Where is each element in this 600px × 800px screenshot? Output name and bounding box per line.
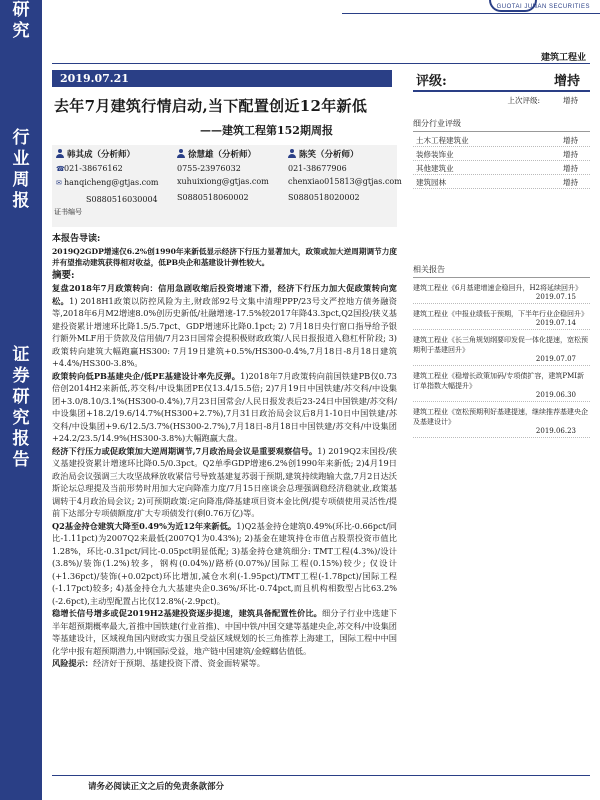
related-report-link[interactable]: 建筑工程业《中报业绩低于预期，下半年行业企稳回升》 <box>413 310 588 318</box>
summary-paragraph: Q2基金持仓建筑大降至0.49%为近12年来新低。1)Q2基金持仓建筑0.49%(环比-0.66pct/同比-1.11pct)为2007Q2来最低(2007Q1为0.43%); 2)基金在建筑持仓市值占股票投资市值比1.28%，环比-0.31pct/同比-0.05pct明显低配; 3)基金持仓建筑细分: TMT工程(4.3%)/设计(3.8%)/装饰(1.2%)较多，钢构(0.04%)/路桥(0.07%)/国际工程(0.15%)较少; 仅设计(+1.36pct)/装饰(+0.02pct)环比增加,减仓水利(-1.95pct)/TMT工程(-1.78pct)/国际工程(-1.17pct)较多; 4)基金持仓九大基建央企0.36%/环比-0.74pct,而且机构相数型占比63.2%(-2.6pct),主动型配置占比仅12.8%(-2.9pct)。 <box>52 520 397 606</box>
author-card <box>56 149 159 206</box>
prev-rating-label: 上次评级: <box>507 96 540 105</box>
person-icon <box>177 149 185 158</box>
author-name: 陈笑（分析师） <box>299 150 359 160</box>
list-item: 其他建筑业 增持 <box>413 161 590 175</box>
sidebar-label-weekly: 行 业 周 报 <box>12 128 30 211</box>
report-title: 去年7月建筑行情启动,当下配置创近12年新低 <box>54 97 368 115</box>
author-email[interactable]: chenxiao015813@gtjas.com <box>288 177 402 186</box>
sidebar-label-securities-report: 证 券 研 究 报 告 <box>12 345 30 470</box>
industry-label: 建筑工程业 <box>540 53 586 63</box>
related-report-date: 2019.07.14 <box>413 319 590 330</box>
left-sidebar <box>0 0 42 800</box>
intro-heading: 本报告导读: <box>52 234 101 244</box>
related-report-link[interactable]: 建筑工程业《稳增长政策加码/专项债扩容，建筑PMI新订单指数大幅提升》 <box>413 372 585 390</box>
report-abstract <box>52 232 397 670</box>
top-divider <box>52 63 590 64</box>
rating-label: 评级: <box>416 74 447 89</box>
sidebar-label-research: 研 究 <box>12 0 30 41</box>
header-line <box>342 13 600 14</box>
summary-heading: 摘要: <box>52 269 75 281</box>
sub-ratings-heading: 细分行业评级 <box>413 118 590 132</box>
related-report-date: 2019.06.30 <box>413 391 590 402</box>
author-name: 韩其成（分析师） <box>67 150 136 160</box>
footer-divider <box>52 775 590 776</box>
report-date: 2019.07.21 <box>52 70 392 87</box>
company-logo-text: GUOTAI JUNAN SECURITIES <box>496 4 590 10</box>
related-reports <box>413 264 590 438</box>
author-email[interactable]: hanqicheng@gtjas.com <box>64 178 159 187</box>
intro-text: 2019Q2GDP增速仅6.2%创1990年来新低显示经济下行压力显著加大，政策或加大逆周期调节力度并有望推动建筑获得相对收益，低PB央企和基建设计弹性较大。 <box>52 246 397 267</box>
related-heading: 相关报告 <box>413 264 590 278</box>
author-tel: 021-38676162 <box>64 164 123 173</box>
author-name: 徐慧雄（分析师） <box>188 150 257 160</box>
author-email[interactable]: xuhuixiong@gtjas.com <box>177 177 269 186</box>
summary-paragraph: 经济下行压力或促政策加大逆周期调节,7月政治局会议是重要观察信号。1) 2019Q2末国投/狭义基建投资累计增速环比降0.5/0.3pct。Q2单季GDP增速6.2%创1990年来新低; 2)4月19日政治局会议强调三大攻坚战释放收紧信号导致基建复苏弱于预期,建筑持续跑输大盘,7月2日达沃斯论坛总理提及当前形势时用加大定向降准力度/7月15日座谈会总理强调稳经济稳就业,政策基调转于4月政治局会议; 2)可预期政策:定向降准/降基建项目资本金比例/提专项债使用灵活性/提前下达部分专项债额度/扩大专项债发行(剩0.76万亿)等。 <box>52 445 397 518</box>
list-item: 装修装饰业 增持 <box>413 147 590 161</box>
related-report-date: 2019.07.07 <box>413 355 590 366</box>
header <box>42 0 600 22</box>
author-license: S0880518020002 <box>288 193 360 202</box>
mail-icon: ✉ <box>56 179 62 187</box>
phone-icon: ☎ <box>56 165 65 173</box>
author-card <box>288 149 402 204</box>
person-icon <box>56 149 64 158</box>
authors-box <box>52 145 402 227</box>
list-item: 土木工程建筑业 增持 <box>413 133 590 147</box>
summary-paragraph: 稳增长信号增多或促2019H2基建投资逐步提速，建筑具备配置性价比。细分子行业中选建下半年超预期概率最大,首推中国铁建(行业首推)、中国中铁/中国交建等基建央企,苏交科/中设集团等基建设计，区域视角国内财政实力强且受益区域规划的长三角推荐上海建工，国际工程中中国化学中报有超预期潜力,中钢国际受益，地产链中国建筑/金螳螂估值低。 <box>52 608 397 656</box>
author-license: S0880518060002 <box>177 193 249 202</box>
prev-rating-value: 增持 <box>563 96 578 105</box>
license-label: 证书编号 <box>54 208 82 216</box>
risk-paragraph: 风险提示：经济好于预期、基建投资下滑、资金面转紧等。 <box>52 658 265 668</box>
author-card <box>177 149 269 204</box>
author-tel: 021-38677906 <box>288 164 347 173</box>
rating-value: 增持 <box>553 74 580 89</box>
list-item: 建筑园林 增持 <box>413 175 590 189</box>
related-report-link[interactable]: 建筑工程业《长三角规划纲要印发促一体化提速，宽松预期利于基建回升》 <box>413 336 588 354</box>
summary-paragraph: 复盘2018年7月政策转向：信用急剧收缩后投资增速下滑，经济下行压力加大促政策转向宽松。1) 2018H1政策以防控风险为主,财政部92号文集中清理PPP/23号文严控地方债务融资等,2018年6月M2增速8.0%创历史新低/社融增速-17.5%较2017年降43.3pct,Q2国投/狭义基建投资累计增速环比降1.5/5.7pct、GDP增速环比降0.1pct; 2) 7月18日央行窗口指导给予银行额外MLF用于贷款及信用债/7月23日国常会提积极财政政策/人民日报报道入稳杠杆阶段; 3)政策转向建筑大幅跑赢HS300: 7月19日建筑+0.5%/HS300-0.4%,7月18日-8月18日建筑+4.4%/HS300-3.8%。 <box>52 283 397 368</box>
related-report-link[interactable]: 建筑工程业《宽松预期利好基建提速，继续推荐基建央企及基建设计》 <box>413 408 588 426</box>
author-tel: 0755-23976032 <box>177 164 241 173</box>
rating-box <box>413 68 590 106</box>
summary-paragraph: 政策转向低PB基建央企/低PE基建设计率先反弹。1)2018年7月政策转向前国铁建PB仅0.73倍创2014H2来新低,苏交科/中设集团PE仅13.4/15.5倍; 2)7月19日中国铁建/苏交科/中设集团+3.0/8.10/3.1%(HS300-0.4%),7月23日国常会/人民日报发表后23-24日中国铁建/苏交科/中设集团+18.2/19.6/14.7%(HS300+2.7%),7月31日政治局会议后8月1-10日中国铁建/苏交科/中设集团+9.6/12.5/3.7%(HS300-2.7%),7月18日-8月18日中国铁建/苏交科/中设集团+24.2/23.5/14.9%(HS300-3.8%)大幅跑赢大盘。 <box>52 370 397 443</box>
related-report-date: 2019.06.23 <box>413 427 590 438</box>
person-icon <box>288 149 296 158</box>
author-license: S0880516030004 <box>86 195 158 204</box>
report-subtitle: ——建筑工程第152期周报 <box>200 124 333 137</box>
sub-ratings-list <box>413 133 590 189</box>
disclaimer-note: 请务必阅读正文之后的免责条款部分 <box>88 782 225 792</box>
related-report-link[interactable]: 建筑工程业《6月基建增速企稳回升，H2将延续回升》 <box>413 284 583 292</box>
related-report-date: 2019.07.15 <box>413 293 590 304</box>
